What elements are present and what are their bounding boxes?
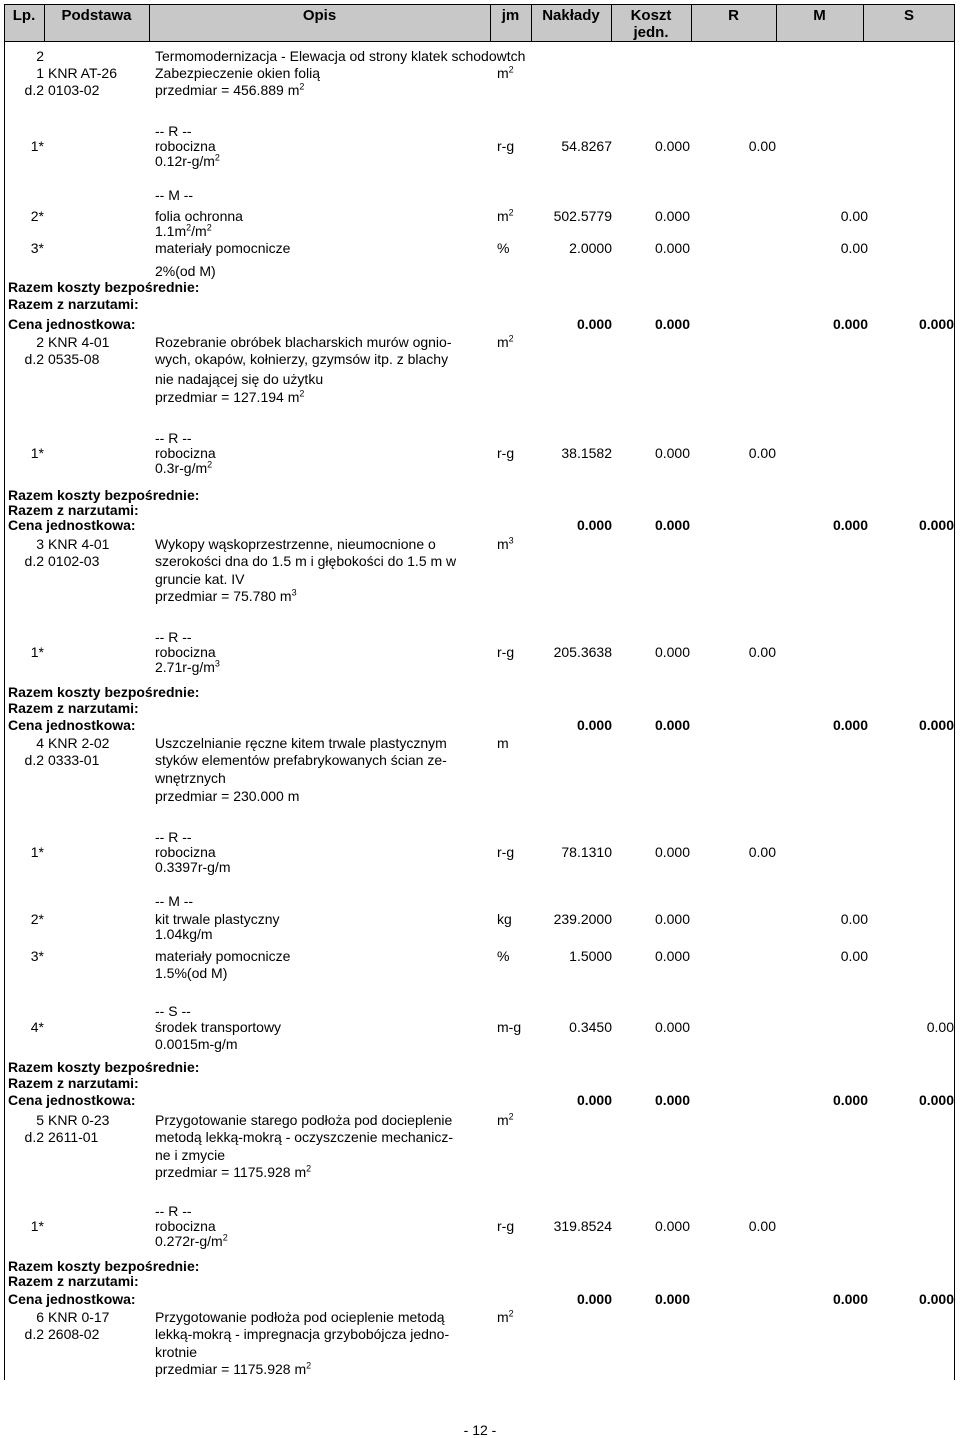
header-koszt-jedn: jedn. [633,24,669,41]
value-m: 0.000 [832,717,868,733]
item-description: Termomodernizacja - Elewacja od strony klatek schodowtch [155,48,526,64]
value-koszt: 0.000 [654,316,690,332]
item-description: ne i zmycie [155,1147,226,1163]
item-description: nie nadającej się do użytku [155,371,324,387]
unit-of-measure: r-g [497,445,515,461]
unit-of-measure: m-g [497,1019,522,1035]
item-basis: 0535-08 [48,351,100,367]
summary-label: Razem z narzutami: [8,1075,139,1091]
value-nak: 502.5779 [553,208,612,224]
unit-of-measure: $m^2$ [497,1111,514,1128]
item-description: środek transportowy [155,1019,282,1035]
item-number: 1* [30,644,44,660]
item-number: 1* [30,1218,44,1234]
item-description: przedmiar = 230.000 m [155,788,300,804]
item-number: d.2 [24,1326,44,1342]
value-r: 0.00 [748,1218,776,1234]
header-s: S [903,7,914,24]
item-description: robocizna [155,1218,216,1234]
page-number: - 12 - [463,1422,497,1438]
item-description: -- M -- [155,187,194,203]
header-jm: jm [501,7,520,24]
item-number: 1* [30,138,44,154]
item-description: szerokości dna do 1.5 m i głębokości do 1.5 m w [155,553,457,569]
item-description: wych, okapów, kołnierzy, gzymsów itp. z blachy [155,351,449,367]
value-nak: 239.2000 [553,911,612,927]
item-number: 2 [36,48,44,64]
unit-of-measure: $m^3$ [497,535,514,552]
value-r: 0.00 [748,844,776,860]
item-basis: KNR 2-02 [48,735,110,751]
summary-label: Razem z narzutami: [8,700,139,716]
unit-of-measure: m [497,735,509,751]
summary-label: Razem koszty bezpośrednie: [8,487,200,503]
item-description: 0.3397r-g/m [155,859,231,875]
item-description: materiały pomocnicze [155,948,291,964]
header-lp: Lp. [12,7,36,24]
item-basis: KNR 4-01 [48,536,110,552]
value-nak: 54.8267 [561,138,612,154]
item-description: $0.3r-g/m^2$ [155,459,213,476]
item-description: Zabezpieczenie okien folią [155,65,320,81]
item-description: robocizna [155,138,216,154]
item-description: robocizna [155,445,216,461]
item-description: krotnie [155,1344,198,1360]
item-basis: 2611-01 [48,1129,99,1145]
item-number: 5 [36,1112,44,1128]
item-number: d.2 [24,752,44,768]
item-description: -- S -- [155,1003,191,1019]
value-koszt: 0.000 [654,1092,690,1108]
item-basis: 0333-01 [48,752,100,768]
unit-of-measure: r-g [497,644,515,660]
item-description: -- M -- [155,893,194,909]
value-koszt: 0.000 [654,517,690,533]
value-koszt: 0.000 [654,208,690,224]
header-opis: Opis [302,7,337,24]
item-description: przedmiar = 1175.928 $m^2$ [155,1163,312,1180]
item-description: -- R -- [155,1203,192,1219]
item-description: lekką-mokrą - impregnacja grzybobójcza jedno- [155,1326,450,1342]
item-basis: KNR 0-17 [48,1309,110,1325]
summary-label: Razem koszty bezpośrednie: [8,684,200,700]
unit-of-measure: r-g [497,844,515,860]
item-basis: KNR 4-01 [48,334,110,350]
item-number: 4 [36,735,44,751]
value-koszt: 0.000 [654,911,690,927]
summary-label: Razem z narzutami: [8,296,139,312]
value-m: 0.000 [832,1291,868,1307]
item-description: $1.1m^2/m^2$ [155,222,212,239]
value-koszt: 0.000 [654,138,690,154]
item-number: d.2 [24,82,44,98]
header-m: M [813,7,826,24]
item-description: przedmiar = 456.889 $m^2$ [155,81,305,98]
summary-label: Razem koszty bezpośrednie: [8,1059,200,1075]
item-description: przedmiar = 127.194 $m^2$ [155,388,305,405]
item-description: -- R -- [155,123,192,139]
item-basis: 2608-02 [48,1326,100,1342]
value-s: 0.000 [918,1092,954,1108]
item-basis: 0102-03 [48,553,100,569]
value-m: 0.00 [840,948,868,964]
value-m: 0.00 [840,240,868,256]
item-description: kit trwale plastyczny [155,911,280,927]
item-description: gruncie kat. IV [155,571,245,587]
item-description: styków elementów prefabrykowanych ścian ze- [155,752,447,768]
value-r: 0.00 [748,445,776,461]
item-number: 1* [30,844,44,860]
value-nak: 0.000 [576,1291,612,1307]
value-nak: 1.5000 [569,948,612,964]
unit-of-measure: r-g [497,1218,515,1234]
item-description: materiały pomocnicze [155,240,291,256]
summary-label: Razem koszty bezpośrednie: [8,1258,200,1274]
item-description: -- R -- [155,430,192,446]
summary-label: Razem koszty bezpośrednie: [8,279,200,295]
value-s: 0.000 [918,517,954,533]
value-koszt: 0.000 [654,445,690,461]
item-description: 1.5%(od M) [155,965,228,981]
value-nak: 38.1582 [561,445,612,461]
item-number: 1 [36,65,44,81]
item-number: 2 [36,334,44,350]
item-description: 1.04kg/m [155,926,213,942]
item-description: robocizna [155,644,216,660]
item-description: robocizna [155,844,216,860]
value-nak: 0.000 [576,717,612,733]
value-koszt: 0.000 [654,1019,690,1035]
item-number: 6 [36,1309,44,1325]
value-nak: 0.000 [576,1092,612,1108]
value-m: 0.00 [840,911,868,927]
header-r: R [728,7,739,24]
value-s: 0.000 [918,1291,954,1307]
value-koszt: 0.000 [654,644,690,660]
value-nak: 0.000 [576,316,612,332]
item-description: Przygotowanie starego podłoża pod docieplenie [155,1112,453,1128]
summary-label: Cena jednostkowa: [8,717,136,733]
value-r: 0.00 [748,138,776,154]
item-description: metodą lekką-mokrą - oczyszczenie mechanicz- [155,1129,453,1145]
item-description: $0.272r-g/m^2$ [155,1232,228,1249]
item-basis: KNR 0-23 [48,1112,110,1128]
value-m: 0.000 [832,316,868,332]
unit-of-measure: r-g [497,138,515,154]
summary-label: Cena jednostkowa: [8,316,136,332]
summary-label: Cena jednostkowa: [8,1291,136,1307]
item-number: 3* [30,240,44,256]
value-nak: 2.0000 [569,240,612,256]
item-description: 2%(od M) [155,263,216,279]
item-number: 2* [30,911,44,927]
value-m: 0.000 [832,517,868,533]
summary-label: Cena jednostkowa: [8,517,136,533]
value-koszt: 0.000 [654,948,690,964]
item-description: $0.12r-g/m^2$ [155,152,220,169]
item-description: Uszczelnianie ręczne kitem trwale plastycznym [155,735,447,751]
summary-label: Razem z narzutami: [8,502,139,518]
value-s: 0.000 [918,717,954,733]
unit-of-measure: % [497,240,510,256]
value-r: 0.00 [748,644,776,660]
item-description: Wykopy wąskoprzestrzenne, nieumocnione o [155,536,436,552]
item-description: 0.0015m-g/m [155,1036,238,1052]
value-m: 0.000 [832,1092,868,1108]
item-description: przedmiar = 75.780 $m^3$ [155,587,297,604]
item-number: 2* [30,208,44,224]
unit-of-measure: $m^2$ [497,64,514,81]
item-description: -- R -- [155,629,192,645]
value-koszt: 0.000 [654,717,690,733]
item-description: folia ochronna [155,208,243,224]
item-number: d.2 [24,1129,44,1145]
summary-label: Razem z narzutami: [8,1273,139,1289]
item-number: 4* [30,1019,44,1035]
value-koszt: 0.000 [654,1291,690,1307]
item-description: przedmiar = 1175.928 $m^2$ [155,1360,312,1377]
value-koszt: 0.000 [654,240,690,256]
value-nak: 78.1310 [561,844,612,860]
item-number: d.2 [24,351,44,367]
unit-of-measure: kg [497,911,512,927]
item-description: Rozebranie obróbek blacharskich murów ognio- [155,334,452,350]
value-koszt: 0.000 [654,844,690,860]
header-koszt: Koszt [630,7,672,24]
item-description: Przygotowanie podłoża pod ocieplenie metodą [155,1309,445,1325]
value-nak: 0.3450 [569,1019,612,1035]
item-description: -- R -- [155,829,192,845]
value-m: 0.00 [840,208,868,224]
unit-of-measure: $m^2$ [497,207,514,224]
unit-of-measure: % [497,948,510,964]
unit-of-measure: $m^2$ [497,333,514,350]
value-koszt: 0.000 [654,1218,690,1234]
item-number: d.2 [24,553,44,569]
item-basis: 0103-02 [48,82,100,98]
item-description: wnętrznych [155,770,226,786]
item-number: 3* [30,948,44,964]
item-description: $2.71r-g/m^3$ [155,658,220,675]
item-basis: KNR AT-26 [48,65,117,81]
value-nak: 319.8524 [553,1218,612,1234]
unit-of-measure: $m^2$ [497,1308,514,1325]
item-number: 3 [36,536,44,552]
header-podstawa: Podstawa [61,7,132,24]
value-nak: 205.3638 [553,644,612,660]
header-naklady: Nakłady [542,7,600,24]
item-number: 1* [30,445,44,461]
value-nak: 0.000 [576,517,612,533]
value-s: 0.00 [926,1019,954,1035]
summary-label: Cena jednostkowa: [8,1092,136,1108]
value-s: 0.000 [918,316,954,332]
